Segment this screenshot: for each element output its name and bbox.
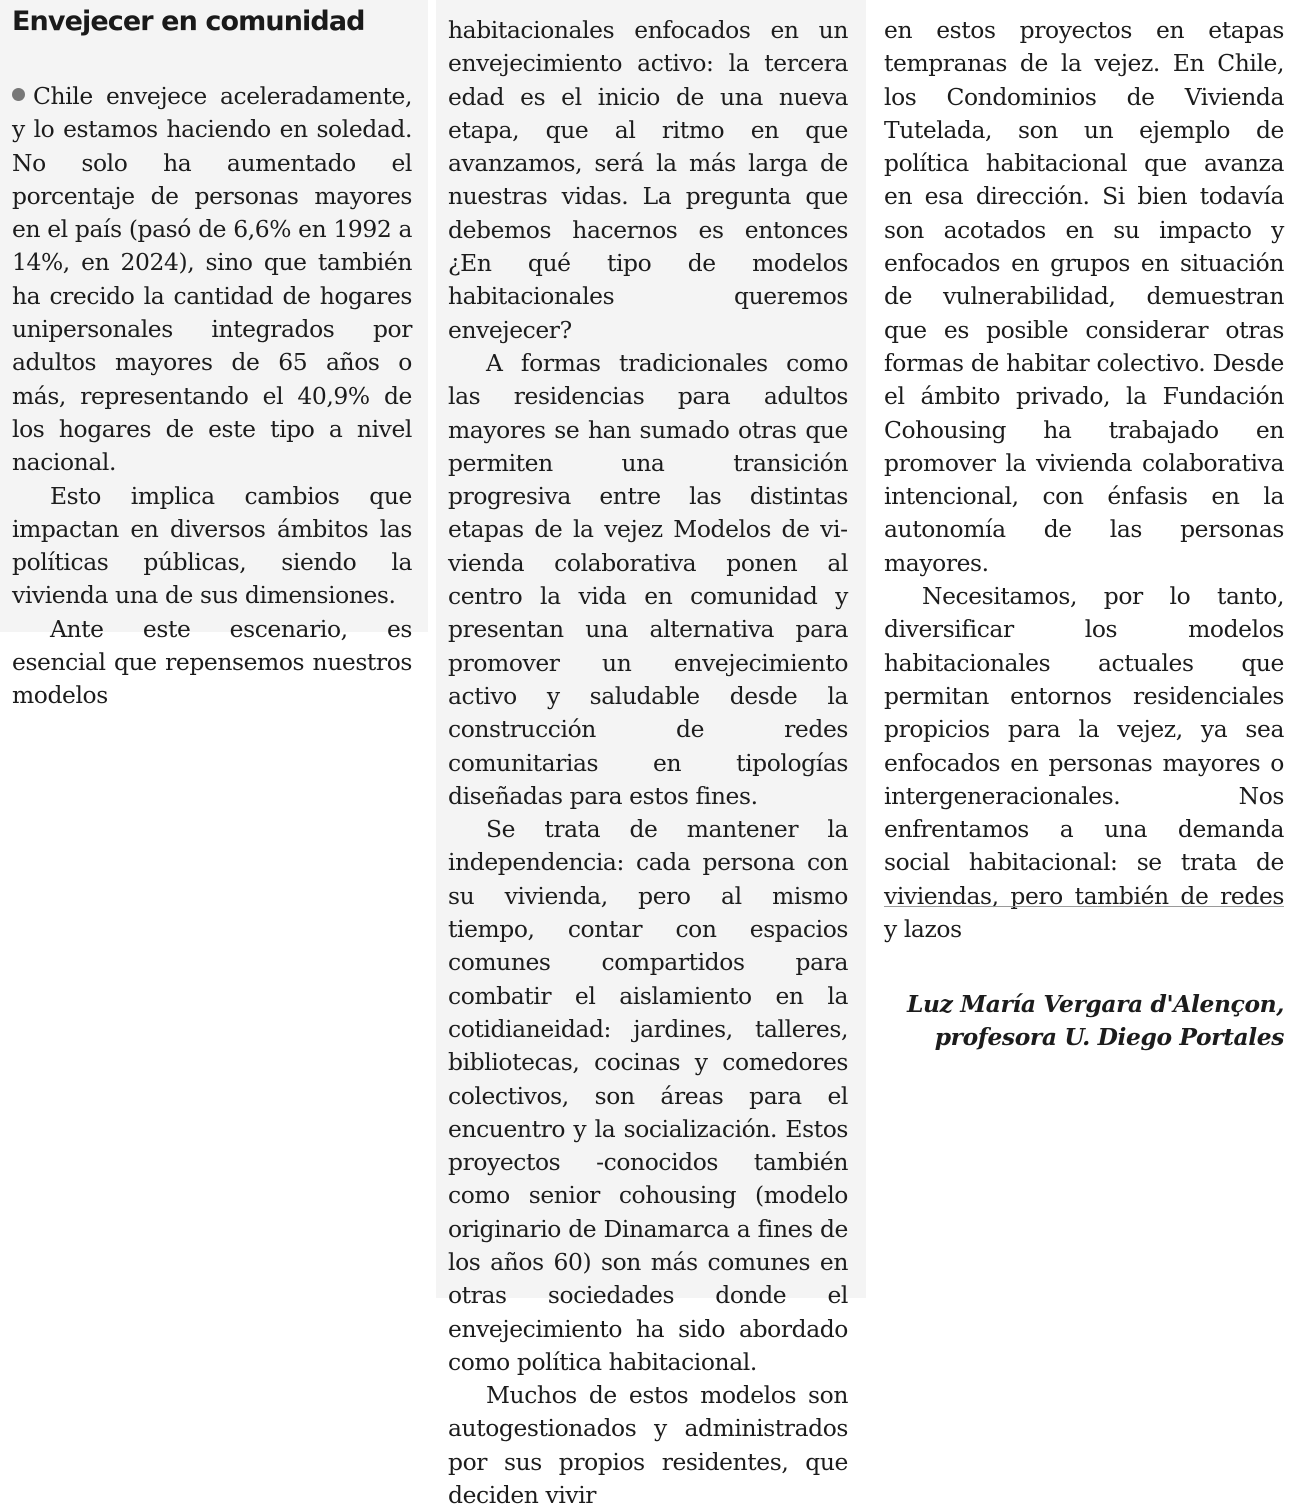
paragraph [12, 80, 412, 480]
paragraph: Muchos de estos modelos son autogestionados y administrados por sus propios residentes, que deciden vivir [448, 1381, 848, 1510]
paragraph: Necesitamos, por lo tanto, diversificar los modelos habitacionales actuales que permitan entornos residenciales propicios para la vejez, ya sea enfocados en personas mayores o intergeneracionales. Nos enfrentamos a una demanda social habitacional: se trata de viviendas, pero también de redes y lazos [884, 582, 1284, 944]
article-title: Envejecer en comunidad [12, 6, 365, 37]
paragraph: habitacionales enfocados en un envejecimiento activo: la tercera edad es el inicio de una nueva etapa, que al ritmo en que avanzamos, será la más larga de nuestras vidas. La pregunta que debemos hacernos es entonces ¿En qué tipo de modelos habitacionales queremos envejecer? [448, 16, 848, 344]
paragraph: Esto implica cambios que impactan en diversos ámbitos las políticas públicas, siendo la vivienda una de sus dimensiones. [12, 481, 412, 610]
paragraph: en estos proyectos en etapas tempranas de la vejez. En Chile, los Condominios de Vivienda Tutelada, son un ejemplo de política habitacional que avanza en esa dirección. Si bien todavía son acotados en su impacto y enfocados en grupos en situación de vulnerabilidad, demuestran que es posible considerar otras formas de habitar colectivo. Desde el ámbito privado, la Fundación Cohousing ha trabajado en promover la vivienda colaborativa intencional, con énfasis en la autonomía de las personas mayores. [884, 16, 1284, 577]
article-column-2 [448, 14, 848, 1512]
article-column-1 [12, 80, 412, 713]
bullet-icon [12, 88, 25, 101]
author-signature [884, 988, 1284, 1054]
author-role: profesora U. Diego Portales [934, 1023, 1284, 1052]
article-column-3 [884, 14, 1284, 1054]
closing-divider [884, 906, 1284, 907]
paragraph-text: Chile envejece aceleradamente, y lo estamos haciendo en soledad. No solo ha aumentado el porcentaje de personas mayores en el país (pasó de 6,6% en 1992 a 14%, en 2024), sino que también ha crecido la cantidad de hogares unipersonales integrados por adultos mayores de 65 años o más, representando el 40,9% de los hogares de este tipo a nivel nacional. [12, 82, 412, 477]
paragraph: Ante este escenario, es esencial que repensemos nuestros modelos [12, 614, 412, 710]
paragraph: Se trata de mantener la independencia: cada persona con su vivienda, pero al mismo tiempo, contar con espacios comunes compartidos para combatir el aislamiento en la cotidianeidad: jardines, talleres, bibliotecas, cocinas y comedores colectivos, son áreas para el encuentro y la socialización. Estos proyectos -conocidos también como senior cohousing (modelo originario de Dinamarca a fines de los años 60) son más comunes en otras sociedades donde el envejecimiento ha sido abordado como política habitacional. [448, 815, 848, 1376]
paragraph: A formas tradicionales como las residencias para adultos mayores se han sumado otras que permiten una transición progresiva entre las distintas etapas de la vejez Modelos de vivienda colaborativa ponen al centro la vida en comunidad y presentan una alternativa para promover un envejecimiento activo y saludable desde la construcción de redes comunitarias en tipologías diseñadas para estos fines. [448, 348, 848, 810]
author-name: Luz María Vergara d'Alençon, [906, 990, 1284, 1019]
